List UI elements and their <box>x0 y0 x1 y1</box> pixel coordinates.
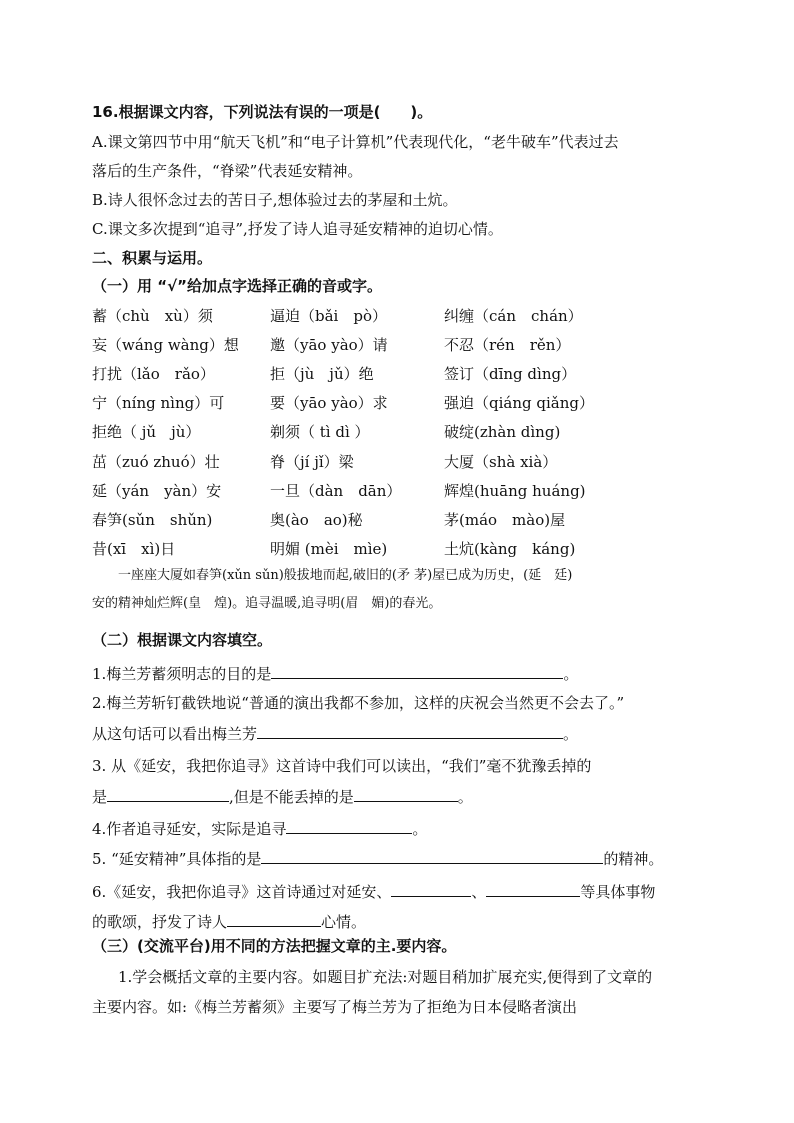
choice-sentence-line2: 安的精神灿烂辉(皇 煌)。追寻温暖,追寻明(眉 媚)的春光。 <box>92 596 442 611</box>
pinyin-item: 脊（jí jǐ）梁 <box>270 453 354 471</box>
q16-option-c: C.课文多次提到“追寻”,抒发了诗人追寻延安精神的迫切心情。 <box>92 220 503 238</box>
fill-q6-text-b: 等具体事物 <box>580 883 656 901</box>
answer-blank[interactable] <box>227 911 321 927</box>
fill-q2-text: 从这句话可以看出梅兰芳 <box>92 725 258 743</box>
fill-q5-text-b: 的精神。 <box>603 850 664 868</box>
pinyin-row <box>92 393 732 413</box>
fill-q4 <box>92 818 427 839</box>
pinyin-item: 延（yán yàn）安 <box>92 482 222 500</box>
pinyin-item: 大厦（shà xià） <box>444 453 558 471</box>
q16-option-b: B.诗人很怀念过去的苦日子,想体验过去的茅屋和土炕。 <box>92 191 458 209</box>
pinyin-item: 拒（jù jǔ）绝 <box>270 365 374 383</box>
fill-q5 <box>92 848 663 869</box>
fill-q3-text-a: 是 <box>92 788 108 806</box>
fill-q3-line1: 3. 从《延安，我把你追寻》这首诗中我们可以读出，“我们”毫不犹豫丢掉的 <box>92 757 592 775</box>
pinyin-item: 土炕(kàng káng) <box>444 540 576 558</box>
period: 。 <box>457 788 473 806</box>
part-3-para-line1: 1.学会概括文章的主要内容。如题目扩充法:对题目稍加扩展充实,便得到了文章的 <box>118 968 653 986</box>
pinyin-item: 一旦（dàn dān） <box>270 482 402 500</box>
pinyin-item: 签订（dīng dìng） <box>444 365 577 383</box>
q16-stem: 16.根据课文内容，下列说法有误的一项是( )。 <box>92 103 433 121</box>
part-3-para-line2: 主要内容。如:《梅兰芳蓄须》主要写了梅兰芳为了拒绝为日本侵略者演出 <box>92 998 578 1016</box>
fill-q6-line1 <box>92 881 655 902</box>
pinyin-item: 茁（zuó zhuó）壮 <box>92 453 220 471</box>
choice-sentence-line1: 一座座大厦如春笋(xǔn sǔn)般拔地而起,破旧的(矛 茅)屋已成为历史，(延 廷) <box>118 568 573 583</box>
part-3-title: （三）(交流平台)用不同的方法把握文章的主.要内容。 <box>92 937 457 955</box>
pinyin-item: 纠缠（cán chán） <box>444 307 583 325</box>
pinyin-row <box>92 539 732 559</box>
fill-q6-text-d: 心情。 <box>321 913 367 931</box>
pinyin-item: 奥(ào ao)秘 <box>270 511 363 529</box>
answer-blank[interactable] <box>107 786 229 802</box>
fill-q1-text: 1.梅兰芳蓄须明志的目的是 <box>92 665 272 683</box>
pinyin-item: 明媚 (mèi mìe) <box>270 540 388 558</box>
period: 。 <box>563 665 579 683</box>
pinyin-item: 破绽(zhàn dìng) <box>444 423 561 441</box>
section-2-title: 二、积累与运用。 <box>92 249 213 267</box>
pinyin-item: 不忍（rén rěn） <box>444 336 571 354</box>
period: 。 <box>563 725 579 743</box>
period: 。 <box>412 820 428 838</box>
part-1-title: （一）用 “√”给加点字选择正确的音或字。 <box>92 277 382 295</box>
fill-q6-text-a: 6.《延安，我把你追寻》这首诗通过对延安、 <box>92 883 392 901</box>
pinyin-row <box>92 306 732 326</box>
part-2-title: （二）根据课文内容填空。 <box>92 631 273 649</box>
pinyin-item: 春笋(sǔn shǔn) <box>92 511 213 529</box>
q16-option-a-line2: 落后的生产条件，“脊梁”代表延安精神。 <box>92 162 363 180</box>
pinyin-row <box>92 481 732 501</box>
pinyin-row <box>92 452 732 472</box>
fill-q4-text: 4.作者追寻延安，实际是追寻 <box>92 820 287 838</box>
pinyin-item: 逼迫（bǎi pò） <box>270 307 387 325</box>
fill-q6-line2 <box>92 911 366 932</box>
fill-q6-text-c: 的歌颂，抒发了诗人 <box>92 913 228 931</box>
fill-q1 <box>92 663 578 684</box>
pinyin-item: 蓄（chù xù）须 <box>92 307 213 325</box>
pinyin-row <box>92 364 732 384</box>
pinyin-item: 拒绝（ jǔ jù） <box>92 423 201 441</box>
pinyin-item: 昔(xī xì)日 <box>92 540 176 558</box>
fill-q2-line1: 2.梅兰芳斩钉截铁地说“普通的演出我都不参加，这样的庆祝会当然更不会去了。” <box>92 694 625 712</box>
fill-q3-line2 <box>92 786 473 807</box>
answer-blank[interactable] <box>391 881 471 897</box>
fill-q6-sep: 、 <box>471 883 487 901</box>
q16-option-a-line1: A.课文第四节中用“航天飞机”和“电子计算机”代表现代化，“老牛破车”代表过去 <box>92 133 619 151</box>
pinyin-item: 辉煌(huāng huáng) <box>444 482 586 500</box>
pinyin-item: 妄（wáng wàng）想 <box>92 336 239 354</box>
pinyin-item: 打扰（lǎo rǎo） <box>92 365 215 383</box>
answer-blank[interactable] <box>261 848 603 864</box>
answer-blank[interactable] <box>257 723 563 739</box>
fill-q5-text-a: 5. “延安精神”具体指的是 <box>92 850 262 868</box>
pinyin-row <box>92 510 732 530</box>
pinyin-item: 强迫（qiáng qiǎng） <box>444 394 594 412</box>
answer-blank[interactable] <box>354 786 458 802</box>
pinyin-item: 宁（níng nìng）可 <box>92 394 225 412</box>
pinyin-item: 茅(máo mào)屋 <box>444 511 566 529</box>
pinyin-item: 剃须（ tì dì ） <box>270 423 370 441</box>
pinyin-row <box>92 335 732 355</box>
fill-q3-text-b: ,但是不能丢掉的是 <box>229 788 354 806</box>
pinyin-item: 要（yāo yào）求 <box>270 394 388 412</box>
pinyin-row <box>92 422 732 442</box>
answer-blank[interactable] <box>271 663 563 679</box>
answer-blank[interactable] <box>286 818 412 834</box>
answer-blank[interactable] <box>486 881 580 897</box>
fill-q2-line2 <box>92 723 578 744</box>
pinyin-item: 邀（yāo yào）请 <box>270 336 388 354</box>
